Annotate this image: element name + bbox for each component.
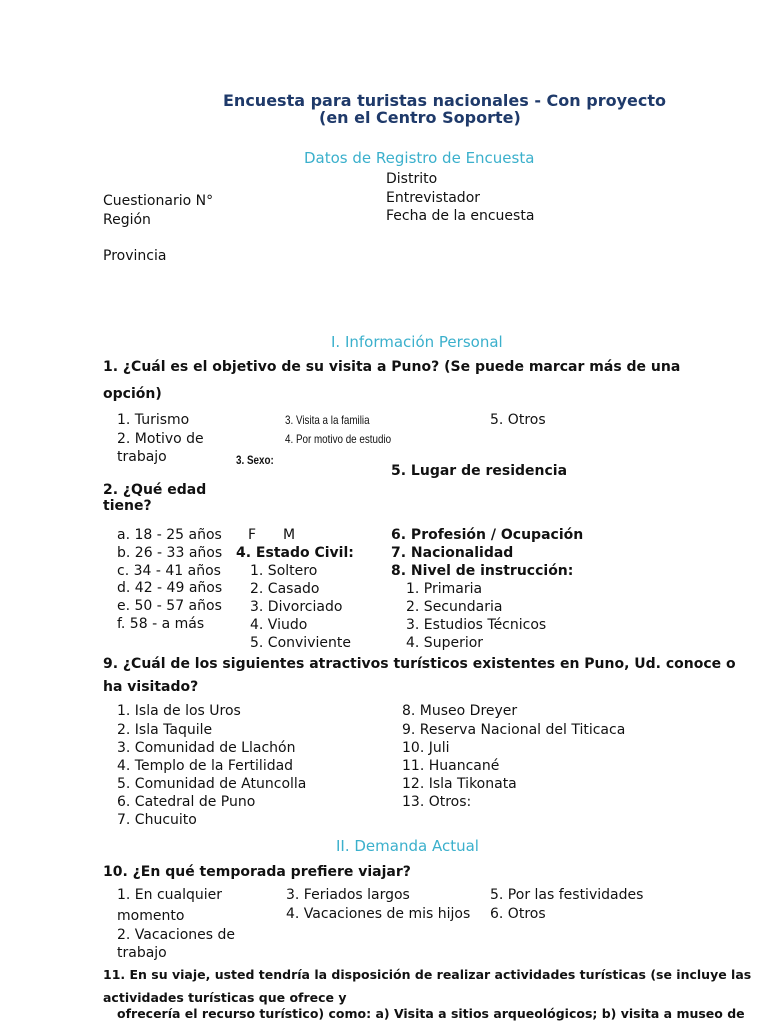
q10-option-otros[interactable]: 6. Otros xyxy=(490,906,546,922)
q4-estado-civil-label: 4. Estado Civil: xyxy=(236,545,354,561)
q9-option[interactable]: 11. Huancané xyxy=(402,758,500,774)
registro-heading: Datos de Registro de Encuesta xyxy=(304,149,535,167)
q10-option-vacaciones-hijos[interactable]: 4. Vacaciones de mis hijos xyxy=(286,906,471,922)
q11-line2: actividades turísticas que ofrece y xyxy=(103,990,347,1005)
entrevistador-label: Entrevistador xyxy=(386,190,481,206)
q1-line2: opción) xyxy=(103,386,162,402)
q11-line3: ofrecería el recurso turístico) como: a) Visita a sitios arqueológicos; b) visita a museo de xyxy=(117,1006,745,1021)
q3-option-f[interactable]: F xyxy=(248,527,257,543)
provincia-label: Provincia xyxy=(103,248,167,264)
q4-option[interactable]: 2. Casado xyxy=(250,581,320,597)
q6-profesion-label: 6. Profesión / Ocupación xyxy=(391,527,584,543)
q10-option-festividades[interactable]: 5. Por las festividades xyxy=(490,887,644,903)
q1-option-otros[interactable]: 5. Otros xyxy=(490,412,546,428)
q8-instruccion-label: 8. Nivel de instrucción: xyxy=(391,563,574,579)
q4-option[interactable]: 1. Soltero xyxy=(250,563,318,579)
q9-option[interactable]: 4. Templo de la Fertilidad xyxy=(117,758,294,774)
q3-option-m[interactable]: M xyxy=(283,527,296,543)
q11-line1: 11. En su viaje, usted tendría la disposición de realizar actividades turísticas (se incluye las xyxy=(103,967,752,982)
q8-option[interactable]: 2. Secundaria xyxy=(406,599,503,615)
q9-option[interactable]: 13. Otros: xyxy=(402,794,472,810)
q10-option-feriados[interactable]: 3. Feriados largos xyxy=(286,887,410,903)
q9-option[interactable]: 9. Reserva Nacional del Titicaca xyxy=(402,722,626,738)
survey-title-line1: Encuesta para turistas nacionales - Con proyecto xyxy=(223,91,666,110)
distrito-label: Distrito xyxy=(386,171,438,187)
q9-line2: ha visitado? xyxy=(103,679,199,695)
q1-option-trabajo-line2[interactable]: trabajo xyxy=(117,449,167,465)
q1-option-estudio[interactable]: 4. Por motivo de estudio xyxy=(285,432,392,446)
q2-option[interactable]: e. 50 - 57 años xyxy=(117,598,222,614)
cuestionario-label: Cuestionario N° xyxy=(103,193,214,209)
q9-option[interactable]: 1. Isla de los Uros xyxy=(117,703,241,719)
q10-option-cualquier-line1[interactable]: 1. En cualquier xyxy=(117,887,223,903)
q8-option[interactable]: 4. Superior xyxy=(406,635,484,651)
q9-option[interactable]: 12. Isla Tikonata xyxy=(402,776,517,792)
q10-option-cualquier-line2[interactable]: momento xyxy=(117,908,185,924)
q8-option[interactable]: 1. Primaria xyxy=(406,581,483,597)
q2-option[interactable]: d. 42 - 49 años xyxy=(117,580,223,596)
q2-option[interactable]: a. 18 - 25 años xyxy=(117,527,222,543)
q4-option[interactable]: 3. Divorciado xyxy=(250,599,343,615)
q2-option[interactable]: b. 26 - 33 años xyxy=(117,545,223,561)
q4-option[interactable]: 4. Viudo xyxy=(250,617,308,633)
q2-line1: 2. ¿Qué edad xyxy=(103,482,207,498)
survey-title-line2: (en el Centro Soporte) xyxy=(319,108,521,127)
q10-option-vacaciones-trabajo-line2[interactable]: trabajo xyxy=(117,945,167,961)
q1-option-familia[interactable]: 3. Visita a la familia xyxy=(285,413,370,427)
q10-label: 10. ¿En qué temporada prefiere viajar? xyxy=(103,864,411,880)
q5-lugar-residencia: 5. Lugar de residencia xyxy=(391,463,568,479)
q9-option[interactable]: 7. Chucuito xyxy=(117,812,197,828)
q1-line1: 1. ¿Cuál es el objetivo de su visita a Puno? (Se puede marcar más de una xyxy=(103,359,681,375)
q3-sexo-label: 3. Sexo: xyxy=(236,453,274,467)
q9-option[interactable]: 3. Comunidad de Llachón xyxy=(117,740,296,756)
q7-nacionalidad-label: 7. Nacionalidad xyxy=(391,545,514,561)
q9-option[interactable]: 8. Museo Dreyer xyxy=(402,703,518,719)
region-label: Región xyxy=(103,212,151,228)
section-informacion-personal: I. Información Personal xyxy=(331,333,503,351)
q8-option[interactable]: 3. Estudios Técnicos xyxy=(406,617,547,633)
q2-option[interactable]: c. 34 - 41 años xyxy=(117,563,221,579)
q10-option-vacaciones-trabajo-line1[interactable]: 2. Vacaciones de xyxy=(117,927,236,943)
q1-option-trabajo-line1[interactable]: 2. Motivo de xyxy=(117,431,204,447)
q9-option[interactable]: 5. Comunidad de Atuncolla xyxy=(117,776,307,792)
q2-option[interactable]: f. 58 - a más xyxy=(117,616,205,632)
q9-option[interactable]: 2. Isla Taquile xyxy=(117,722,213,738)
section-demanda-actual: II. Demanda Actual xyxy=(336,837,479,855)
q2-line2: tiene? xyxy=(103,498,152,514)
q4-option[interactable]: 5. Conviviente xyxy=(250,635,351,651)
q9-option[interactable]: 10. Juli xyxy=(402,740,450,756)
fecha-label: Fecha de la encuesta xyxy=(386,208,535,224)
q9-option[interactable]: 6. Catedral de Puno xyxy=(117,794,256,810)
q1-option-turismo[interactable]: 1. Turismo xyxy=(117,412,190,428)
q9-line1: 9. ¿Cuál de los siguientes atractivos turísticos existentes en Puno, Ud. conoce o xyxy=(103,656,736,672)
